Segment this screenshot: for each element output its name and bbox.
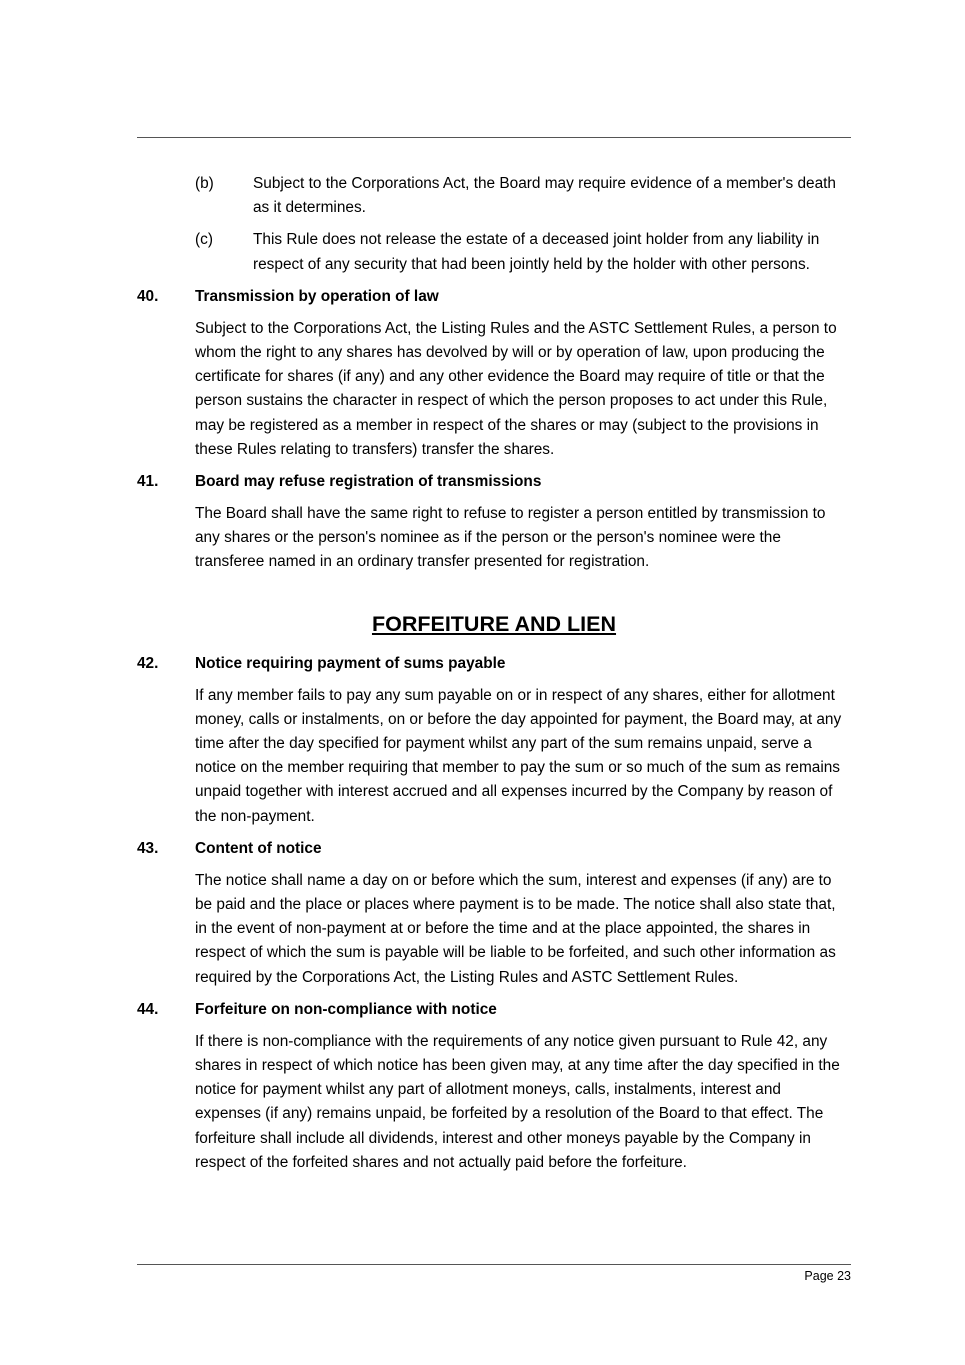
sub-item-c	[137, 228, 851, 276]
clause-number: 43.	[137, 839, 159, 857]
footer-divider	[137, 1264, 851, 1265]
clause-41-body: The Board shall have the same right to refuse to register a person entitled by transmission to any shares or the person's nominee as if the person or the person's nominee were the transferee named in an ordinary transfer presented for registration.	[195, 505, 826, 571]
clause-number: 40.	[137, 287, 159, 305]
clause-42-heading	[137, 652, 851, 676]
page-number: Page 23	[804, 1269, 851, 1283]
header-divider	[137, 137, 851, 138]
clause-44-heading	[137, 998, 851, 1022]
clause-title: Transmission by operation of law	[195, 287, 439, 305]
clause-number: 42.	[137, 654, 159, 672]
clause-43-heading	[137, 837, 851, 861]
clause-title: Board may refuse registration of transmissions	[195, 473, 542, 491]
clause-title: Forfeiture on non-compliance with notice	[195, 1000, 497, 1018]
clause-40-body: Subject to the Corporations Act, the Listing Rules and the ASTC Settlement Rules, a person to whom the right to any shares has devolved by will or by operation of law, upon producing the certificate for shares (if any) and any other evidence the Board may require of title or that the person sustains the character in respect of which the person proposes to act under this Rule, may be registered as a member in respect of the shares or may (subject to the provisions in these Rules relating to transfers) transfer the shares.	[195, 319, 837, 458]
sub-item-label: (c)	[195, 231, 213, 249]
sub-item-text: This Rule does not release the estate of a deceased joint holder from any liability in respect of any security that had been jointly held by the holder with other persons.	[253, 231, 820, 273]
sub-item-text: Subject to the Corporations Act, the Board may require evidence of a member's death as it determines.	[253, 175, 836, 217]
clause-number: 44.	[137, 1000, 159, 1018]
clause-title: Notice requiring payment of sums payable	[195, 654, 506, 672]
clause-42-body: If any member fails to pay any sum payable on or in respect of any shares, either for allotment money, calls or instalments, on or before the day appointed for payment, the Board may, at any time after the day specified for payment whilst any part of the sum remains unpaid, serve a notice on the member requiring that member to pay the sum or so much of the sum as remains unpaid together with interest accrued and all expenses incurred by the Company by reason of the non-payment.	[195, 686, 842, 825]
clause-40-heading	[137, 285, 851, 309]
clause-title: Content of notice	[195, 839, 322, 857]
clause-41-heading	[137, 470, 851, 494]
clause-number: 41.	[137, 473, 159, 491]
clause-43-body: The notice shall name a day on or before which the sum, interest and expenses (if any) are to be paid and the place or places where payment is to be made. The notice shall also state that, in the event of non-payment at or before the time and at the place appointed, the shares in respect of which the sum is payable will be liable to be forfeited, and such other information as required by the Corporations Act, the Listing Rules and ASTC Settlement Rules.	[195, 871, 836, 986]
sub-item-label: (b)	[195, 175, 214, 192]
document-body	[137, 172, 851, 1183]
section-title: FORFEITURE AND LIEN	[371, 611, 617, 636]
sub-item-b	[137, 172, 851, 220]
clause-44-body: If there is non-compliance with the requirements of any notice given pursuant to Rule 42, any shares in respect of which notice has been given may, at any time after the day specified in the notice for payment whilst any part of allotment moneys, calls, instalments, interest and expenses (if any) remains unpaid, be forfeited by a resolution of the Board to that effect. The forfeiture shall include all dividends, interest and other moneys payable by the Company in respect of the forfeited shares and not actually paid before the forfeiture.	[195, 1032, 840, 1171]
